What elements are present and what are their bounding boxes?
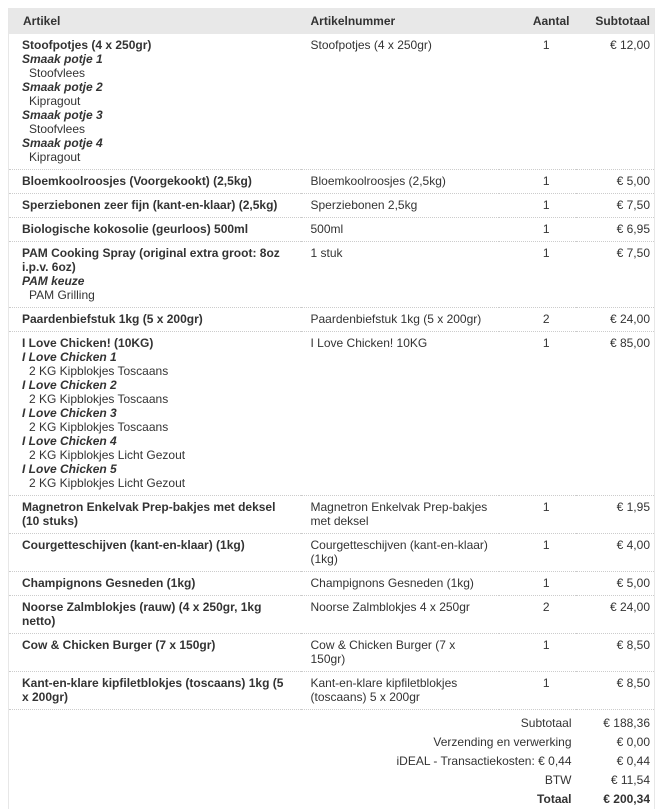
totals-value: € 0,44 xyxy=(576,752,655,771)
item-subtotal: € 5,00 xyxy=(576,572,655,596)
order-item-row xyxy=(9,534,655,572)
item-option-value: Kipragout xyxy=(22,94,293,108)
item-name: PAM Cooking Spray (original extra groot: 8oz i.p.v. 6oz) xyxy=(22,246,293,274)
order-items-table xyxy=(8,8,655,809)
item-artikel-cell xyxy=(9,572,301,596)
item-sku: Stoofpotjes (4 x 250gr) xyxy=(301,34,499,170)
totals-row xyxy=(9,771,655,790)
item-subtotal: € 8,50 xyxy=(576,672,655,710)
item-artikel-cell xyxy=(9,534,301,572)
item-name: Noorse Zalmblokjes (rauw) (4 x 250gr, 1kg netto) xyxy=(22,600,293,628)
item-qty: 1 xyxy=(499,34,576,170)
item-artikel-cell xyxy=(9,634,301,672)
item-qty: 1 xyxy=(499,534,576,572)
totals-row xyxy=(9,752,655,771)
item-sku: 1 stuk xyxy=(301,242,499,308)
totals-row xyxy=(9,710,655,734)
order-item-row xyxy=(9,496,655,534)
item-name: Champignons Gesneden (1kg) xyxy=(22,576,293,590)
order-item-row xyxy=(9,572,655,596)
item-qty: 1 xyxy=(499,496,576,534)
order-item-row xyxy=(9,332,655,496)
item-option-label: Smaak potje 2 xyxy=(22,80,293,94)
item-qty: 2 xyxy=(499,308,576,332)
item-subtotal: € 4,00 xyxy=(576,534,655,572)
item-option-label: I Love Chicken 4 xyxy=(22,434,293,448)
item-option-label: I Love Chicken 3 xyxy=(22,406,293,420)
item-option-value: Stoofvlees xyxy=(22,66,293,80)
item-artikel-cell xyxy=(9,308,301,332)
item-sku: Magnetron Enkelvak Prep-bakjes met deksel xyxy=(301,496,499,534)
order-item-row xyxy=(9,634,655,672)
item-qty: 2 xyxy=(499,596,576,634)
item-qty: 1 xyxy=(499,634,576,672)
item-option-value: 2 KG Kipblokjes Toscaans xyxy=(22,364,293,378)
item-sku: Champignons Gesneden (1kg) xyxy=(301,572,499,596)
totals-row xyxy=(9,733,655,752)
item-name: Stoofpotjes (4 x 250gr) xyxy=(22,38,293,52)
order-item-row xyxy=(9,34,655,170)
item-option-value: 2 KG Kipblokjes Toscaans xyxy=(22,392,293,406)
item-subtotal: € 1,95 xyxy=(576,496,655,534)
item-artikel-cell xyxy=(9,218,301,242)
item-name: Magnetron Enkelvak Prep-bakjes met deksel (10 stuks) xyxy=(22,500,293,528)
item-qty: 1 xyxy=(499,672,576,710)
order-item-row xyxy=(9,596,655,634)
item-option-value: Stoofvlees xyxy=(22,122,293,136)
item-qty: 1 xyxy=(499,194,576,218)
item-name: Biologische kokosolie (geurloos) 500ml xyxy=(22,222,293,236)
item-option-value: PAM Grilling xyxy=(22,288,293,302)
column-header-artikel: Artikel xyxy=(9,8,301,34)
totals-label: iDEAL - Transactiekosten: € 0,44 xyxy=(9,752,576,771)
totals-label: Totaal xyxy=(9,790,576,809)
item-sku: Cow & Chicken Burger (7 x 150gr) xyxy=(301,634,499,672)
item-artikel-cell xyxy=(9,332,301,496)
item-artikel-cell xyxy=(9,194,301,218)
order-totals xyxy=(9,710,655,809)
table-header xyxy=(9,8,655,34)
item-subtotal: € 7,50 xyxy=(576,194,655,218)
item-name: Sperziebonen zeer fijn (kant-en-klaar) (2,5kg) xyxy=(22,198,293,212)
item-artikel-cell xyxy=(9,596,301,634)
order-item-row xyxy=(9,308,655,332)
item-name: Paardenbiefstuk 1kg (5 x 200gr) xyxy=(22,312,293,326)
item-option-value: 2 KG Kipblokjes Licht Gezout xyxy=(22,448,293,462)
totals-label: Subtotaal xyxy=(9,710,576,734)
order-items-body xyxy=(9,34,655,710)
item-sku: Courgetteschijven (kant-en-klaar) (1kg) xyxy=(301,534,499,572)
order-item-row xyxy=(9,218,655,242)
column-header-subtotaal: Subtotaal xyxy=(576,8,655,34)
item-sku: Kant-en-klare kipfiletblokjes (toscaans) 5 x 200gr xyxy=(301,672,499,710)
item-name: Kant-en-klare kipfiletblokjes (toscaans) 1kg (5 x 200gr) xyxy=(22,676,293,704)
item-subtotal: € 7,50 xyxy=(576,242,655,308)
item-sku: Sperziebonen 2,5kg xyxy=(301,194,499,218)
item-subtotal: € 8,50 xyxy=(576,634,655,672)
item-qty: 1 xyxy=(499,332,576,496)
item-artikel-cell xyxy=(9,672,301,710)
item-artikel-cell xyxy=(9,170,301,194)
item-name: Courgetteschijven (kant-en-klaar) (1kg) xyxy=(22,538,293,552)
item-qty: 1 xyxy=(499,242,576,308)
item-subtotal: € 24,00 xyxy=(576,308,655,332)
item-sku: 500ml xyxy=(301,218,499,242)
item-artikel-cell xyxy=(9,34,301,170)
item-option-label: I Love Chicken 5 xyxy=(22,462,293,476)
item-sku: Noorse Zalmblokjes 4 x 250gr xyxy=(301,596,499,634)
order-item-row xyxy=(9,242,655,308)
item-subtotal: € 24,00 xyxy=(576,596,655,634)
item-option-label: Smaak potje 3 xyxy=(22,108,293,122)
item-option-label: I Love Chicken 2 xyxy=(22,378,293,392)
header-row xyxy=(9,8,655,34)
totals-label: BTW xyxy=(9,771,576,790)
column-header-aantal: Aantal xyxy=(499,8,576,34)
item-subtotal: € 5,00 xyxy=(576,170,655,194)
item-sku: Bloemkoolroosjes (2,5kg) xyxy=(301,170,499,194)
item-name: Bloemkoolroosjes (Voorgekookt) (2,5kg) xyxy=(22,174,293,188)
totals-value: € 200,34 xyxy=(576,790,655,809)
totals-value: € 188,36 xyxy=(576,710,655,734)
totals-value: € 0,00 xyxy=(576,733,655,752)
item-qty: 1 xyxy=(499,170,576,194)
order-item-row xyxy=(9,170,655,194)
grand-total-row xyxy=(9,790,655,809)
item-artikel-cell xyxy=(9,242,301,308)
order-item-row xyxy=(9,194,655,218)
item-option-label: Smaak potje 1 xyxy=(22,52,293,66)
item-sku: I Love Chicken! 10KG xyxy=(301,332,499,496)
totals-value: € 11,54 xyxy=(576,771,655,790)
item-option-value: 2 KG Kipblokjes Toscaans xyxy=(22,420,293,434)
column-header-artikelnummer: Artikelnummer xyxy=(301,8,499,34)
item-option-label: PAM keuze xyxy=(22,274,293,288)
item-subtotal: € 85,00 xyxy=(576,332,655,496)
totals-label: Verzending en verwerking xyxy=(9,733,576,752)
item-qty: 1 xyxy=(499,218,576,242)
item-name: Cow & Chicken Burger (7 x 150gr) xyxy=(22,638,293,652)
item-qty: 1 xyxy=(499,572,576,596)
order-item-row xyxy=(9,672,655,710)
item-subtotal: € 6,95 xyxy=(576,218,655,242)
item-option-value: Kipragout xyxy=(22,150,293,164)
item-sku: Paardenbiefstuk 1kg (5 x 200gr) xyxy=(301,308,499,332)
item-artikel-cell xyxy=(9,496,301,534)
item-option-label: Smaak potje 4 xyxy=(22,136,293,150)
item-subtotal: € 12,00 xyxy=(576,34,655,170)
item-name: I Love Chicken! (10KG) xyxy=(22,336,293,350)
item-option-label: I Love Chicken 1 xyxy=(22,350,293,364)
item-option-value: 2 KG Kipblokjes Licht Gezout xyxy=(22,476,293,490)
